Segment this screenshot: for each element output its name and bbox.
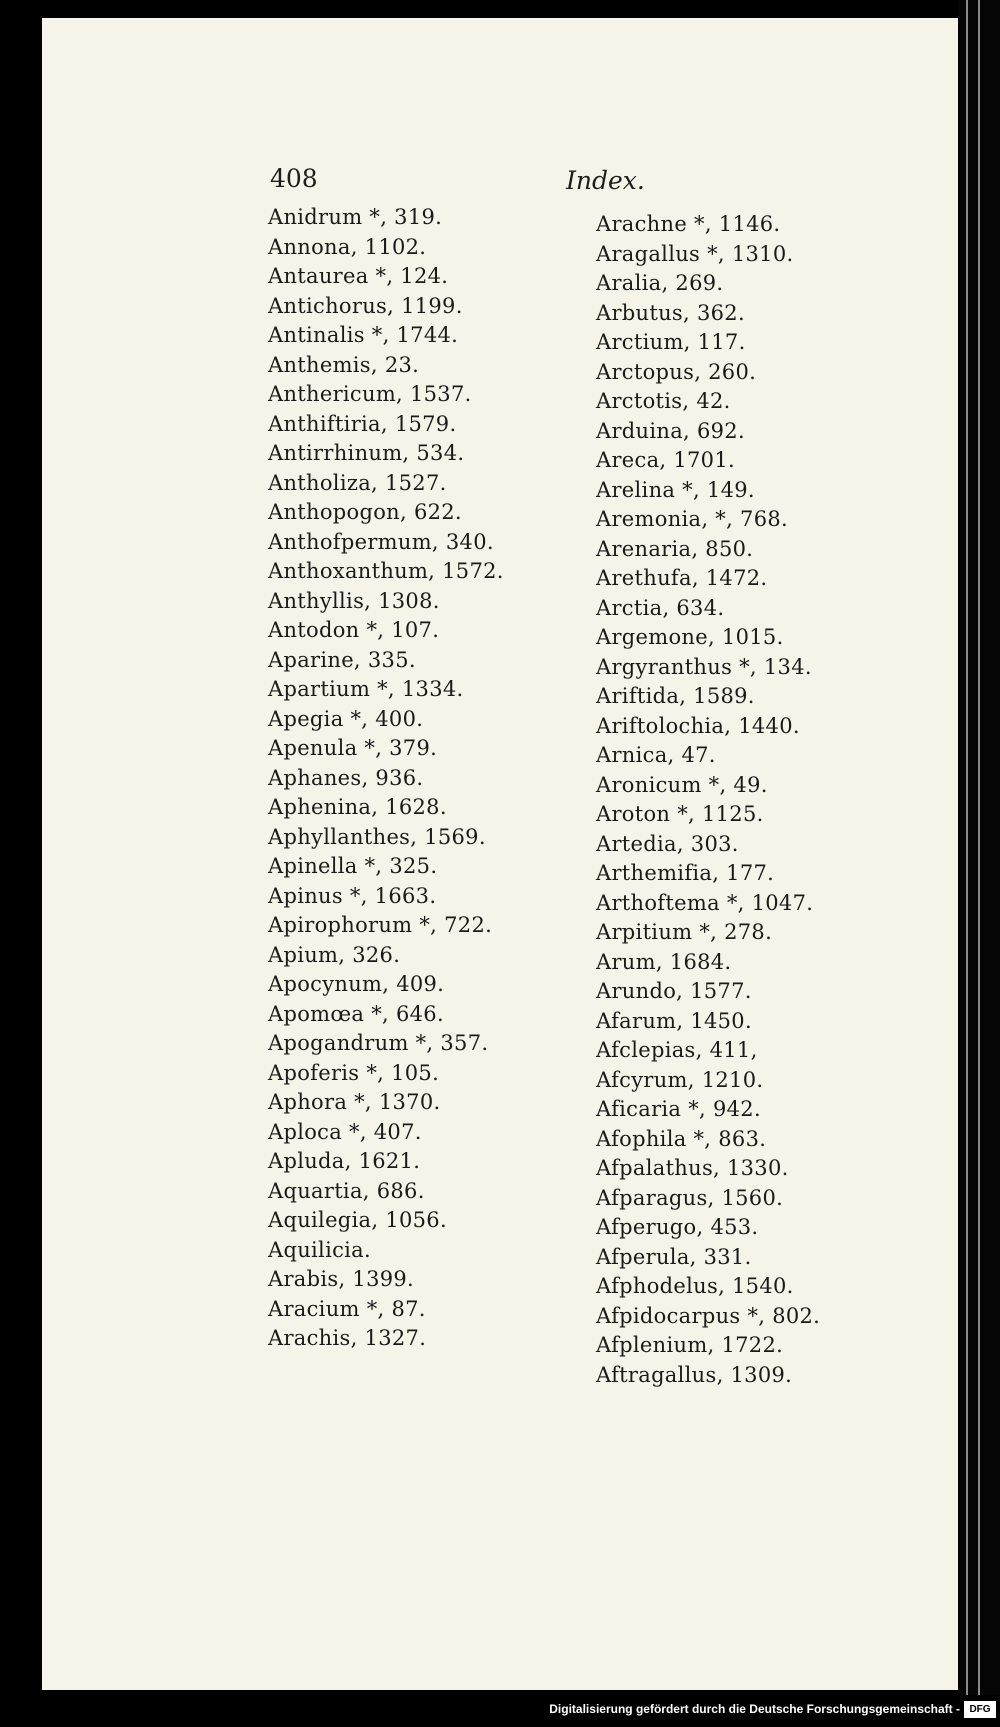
index-entry: Aftragallus, 1309. — [596, 1362, 793, 1387]
index-entry: Arachis, 1327. — [268, 1326, 427, 1350]
index-entry: Afcyrum, 1210. — [596, 1067, 764, 1092]
index-entry: Arctia, 634. — [596, 595, 725, 620]
index-entry: Afpalathus, 1330. — [596, 1156, 789, 1180]
index-entry: Aphora *, 1370. — [268, 1090, 441, 1114]
index-entry: Areca, 1701. — [596, 448, 735, 472]
index-entry: Arpitium *, 278. — [596, 920, 773, 944]
index-entry: Arundo, 1577. — [596, 979, 752, 1003]
index-entry: Afpidocarpus *, 802. — [596, 1303, 821, 1328]
index-entry: Afperugo, 453. — [596, 1215, 759, 1239]
page-number: 408 — [270, 164, 318, 193]
index-entry: Aracium *, 87. — [268, 1296, 426, 1321]
index-entry: Anthemis, 23. — [268, 352, 420, 377]
index-entry: Aphenina, 1628. — [268, 795, 447, 819]
index-entry: Argyranthus *, 134. — [596, 654, 812, 679]
index-entry: Annona, 1102. — [268, 234, 427, 259]
index-entry: Ariftida, 1589. — [596, 684, 755, 708]
index-entry: Afphodelus, 1540. — [596, 1274, 794, 1298]
index-column-right — [596, 210, 820, 1390]
index-entry: Aremonia, *, 768. — [596, 507, 789, 531]
index-entry: Apirophorum *, 722. — [268, 913, 493, 937]
index-entry: Apenula *, 379. — [268, 736, 438, 760]
index-entry: Aralia, 269. — [596, 271, 724, 295]
index-entry: Anthyllis, 1308. — [268, 588, 440, 613]
index-entry: Apegia *, 400. — [268, 706, 424, 731]
index-entry: Antinalis *, 1744. — [268, 323, 459, 347]
index-entry: Arthemifia, 177. — [596, 861, 775, 885]
index-entry: Afophila *, 863. — [596, 1126, 767, 1151]
index-entry: Aparine, 335. — [268, 647, 416, 672]
index-entry: Antodon *, 107. — [268, 618, 440, 642]
index-entry: Aphanes, 936. — [268, 765, 424, 790]
dfg-logo: DFG — [964, 1701, 996, 1718]
digitization-footer — [0, 1695, 1000, 1727]
index-entry: Anidrum *, 319. — [268, 205, 443, 229]
scan-edge-line — [966, 0, 968, 1700]
index-entry: Anthoxanthum, 1572. — [268, 559, 504, 583]
scan-edge-strip — [958, 0, 1000, 1727]
index-entry: Antholiza, 1527. — [268, 470, 447, 495]
index-entry: Arduina, 692. — [596, 418, 745, 443]
index-entry: Aficaria *, 942. — [596, 1097, 761, 1121]
index-entry: Apogandrum *, 357. — [268, 1031, 489, 1055]
index-entry: Antichorus, 1199. — [268, 293, 463, 318]
index-entry: Anthofpermum, 340. — [268, 529, 494, 554]
scan-edge-line — [978, 0, 980, 1700]
index-entry: Aphyllanthes, 1569. — [268, 824, 486, 849]
index-entry: Afarum, 1450. — [596, 1008, 752, 1033]
index-entry: Aquartia, 686. — [268, 1178, 425, 1203]
index-entry: Aquilicia. — [268, 1237, 371, 1262]
index-entry: Arum, 1684. — [596, 949, 732, 974]
index-entry: Anthericum, 1537. — [268, 382, 472, 406]
index-column-left — [268, 203, 504, 1354]
index-entry: Afparagus, 1560. — [596, 1185, 784, 1210]
index-entry: Aquilegia, 1056. — [268, 1208, 447, 1232]
index-entry: Aronicum *, 49. — [596, 772, 768, 797]
index-entry: Arethufa, 1472. — [596, 566, 768, 590]
index-entry: Argemone, 1015. — [596, 625, 784, 649]
index-entry: Aploca *, 407. — [268, 1119, 422, 1144]
index-entry: Apium, 326. — [268, 942, 401, 967]
index-entry: Arthoftema *, 1047. — [596, 890, 814, 915]
index-entry: Afclepias, 411, — [596, 1038, 758, 1062]
index-entry: Apinus *, 1663. — [268, 883, 437, 908]
book-page — [42, 18, 998, 1690]
funding-credit: Digitalisierung gefördert durch die Deutsche Forschungsgemeinschaft - — [549, 1702, 960, 1716]
index-entry: Apoferis *, 105. — [268, 1060, 440, 1085]
index-entry: Aragallus *, 1310. — [596, 241, 794, 266]
index-entry: Arctopus, 260. — [596, 359, 757, 384]
index-entry: Antaurea *, 124. — [268, 264, 449, 288]
index-entry: Aroton *, 1125. — [596, 802, 764, 826]
index-entry: Apartium *, 1334. — [268, 677, 464, 701]
index-entry: Arelina *, 149. — [596, 477, 755, 502]
index-entry: Anthopogon, 622. — [268, 500, 462, 524]
index-entry: Antirrhinum, 534. — [268, 441, 465, 465]
index-entry: Ariftolochia, 1440. — [596, 713, 800, 738]
index-entry: Arctotis, 42. — [596, 389, 731, 413]
index-entry: Arachne *, 1146. — [596, 212, 781, 236]
running-header: Index. — [566, 166, 645, 195]
index-entry: Apomœa *, 646. — [268, 1001, 444, 1026]
index-entry: Apluda, 1621. — [268, 1149, 421, 1173]
index-entry: Arnica, 47. — [596, 743, 716, 767]
index-entry: Anthiftiria, 1579. — [268, 411, 457, 436]
index-entry: Arctium, 117. — [596, 330, 746, 354]
index-entry: Afplenium, 1722. — [596, 1333, 784, 1357]
index-entry: Artedia, 303. — [596, 831, 739, 856]
index-entry: Afperula, 331. — [596, 1244, 752, 1269]
index-entry: Apocynum, 409. — [268, 972, 445, 996]
index-entry: Arenaria, 850. — [596, 536, 754, 561]
index-entry: Apinella *, 325. — [268, 854, 438, 878]
index-entry: Arabis, 1399. — [268, 1267, 415, 1291]
index-entry: Arbutus, 362. — [596, 300, 745, 325]
